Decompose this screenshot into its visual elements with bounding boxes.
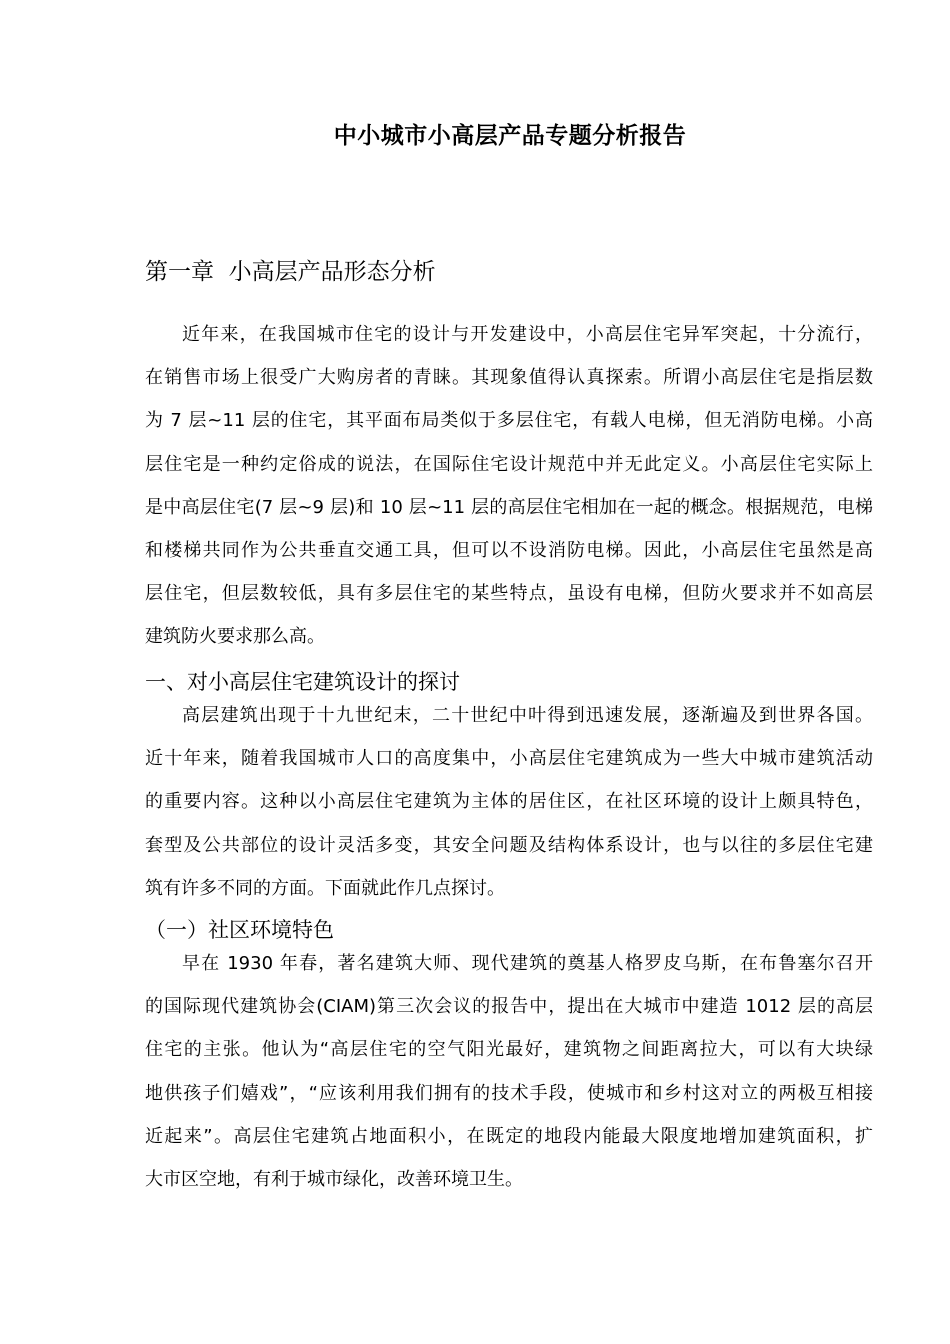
paragraph-line: 为 7 层~11 层的住宅，其平面布局类似于多层住宅，有载人电梯，但无消防电梯。小高 <box>145 410 873 432</box>
paragraph-line: 地供孩子们嬉戏”，“应该利用我们拥有的技术手段，使城市和乡村这对立的两极互相接 <box>145 1082 873 1104</box>
paragraph-line: 高层建筑出现于十九世纪末，二十世纪中叶得到迅速发展，逐渐遍及到世界各国。 <box>182 705 873 726</box>
section-heading: 一、对小高层住宅建筑设计的探讨 <box>145 670 460 694</box>
paragraph-line: 是中高层住宅(7 层~9 层)和 10 层~11 层的高层住宅相加在一起的概念。根据规范，电梯 <box>145 496 873 518</box>
paragraph-line: 近年来，在我国城市住宅的设计与开发建设中，小高层住宅异军突起，十分流行， <box>182 324 873 345</box>
paragraph-line: 筑有许多不同的方面。下面就此作几点探讨。 <box>145 877 505 899</box>
chapter-title: 第一章 小高层产品形态分析 <box>145 259 436 285</box>
paragraph-line: 的国际现代建筑协会(CIAM)第三次会议的报告中，提出在大城市中建造 1012 层的高层 <box>145 996 873 1018</box>
paragraph-line: 套型及公共部位的设计灵活多变，其安全问题及结构体系设计，也与以往的多层住宅建 <box>145 834 873 856</box>
paragraph-line: 的重要内容。这种以小高层住宅建筑为主体的居住区，在社区环境的设计上颇具特色， <box>145 791 873 813</box>
paragraph-line: 层住宅，但层数较低，具有多层住宅的某些特点，虽设有电梯，但防火要求并不如高层 <box>145 583 873 605</box>
paragraph-line: 和楼梯共同作为公共垂直交通工具，但可以不设消防电梯。因此，小高层住宅虽然是高 <box>145 539 873 561</box>
intro-paragraph <box>145 313 873 659</box>
paragraph-line: 近十年来，随着我国城市人口的高度集中，小高层住宅建筑成为一些大中城市建筑活动 <box>145 748 873 770</box>
paragraph-line: 建筑防火要求那么高。 <box>145 626 325 648</box>
paragraph-line: 早在 1930 年春，著名建筑大师、现代建筑的奠基人格罗皮乌斯，在布鲁塞尔召开 <box>182 953 873 974</box>
paragraph-line: 在销售市场上很受广大购房者的青睐。其现象值得认真探索。所谓小高层住宅是指层数 <box>145 367 873 389</box>
document-title: 中小城市小高层产品专题分析报告 <box>333 123 687 149</box>
paragraph-line: 近起来”。高层住宅建筑占地面积小，在既定的地段内能最大限度地增加建筑面积，扩 <box>145 1125 873 1147</box>
paragraph-line: 层住宅是一种约定俗成的说法，在国际住宅设计规范中并无此定义。小高层住宅实际上 <box>145 453 873 475</box>
section-1-paragraph <box>145 694 873 910</box>
subsection-heading: （一）社区环境特色 <box>145 918 334 942</box>
subsection-1-paragraph <box>145 942 873 1201</box>
paragraph-line: 大市区空地，有利于城市绿化，改善环境卫生。 <box>145 1168 523 1190</box>
paragraph-line: 住宅的主张。他认为“高层住宅的空气阳光最好，建筑物之间距离拉大，可以有大块绿 <box>145 1039 873 1061</box>
